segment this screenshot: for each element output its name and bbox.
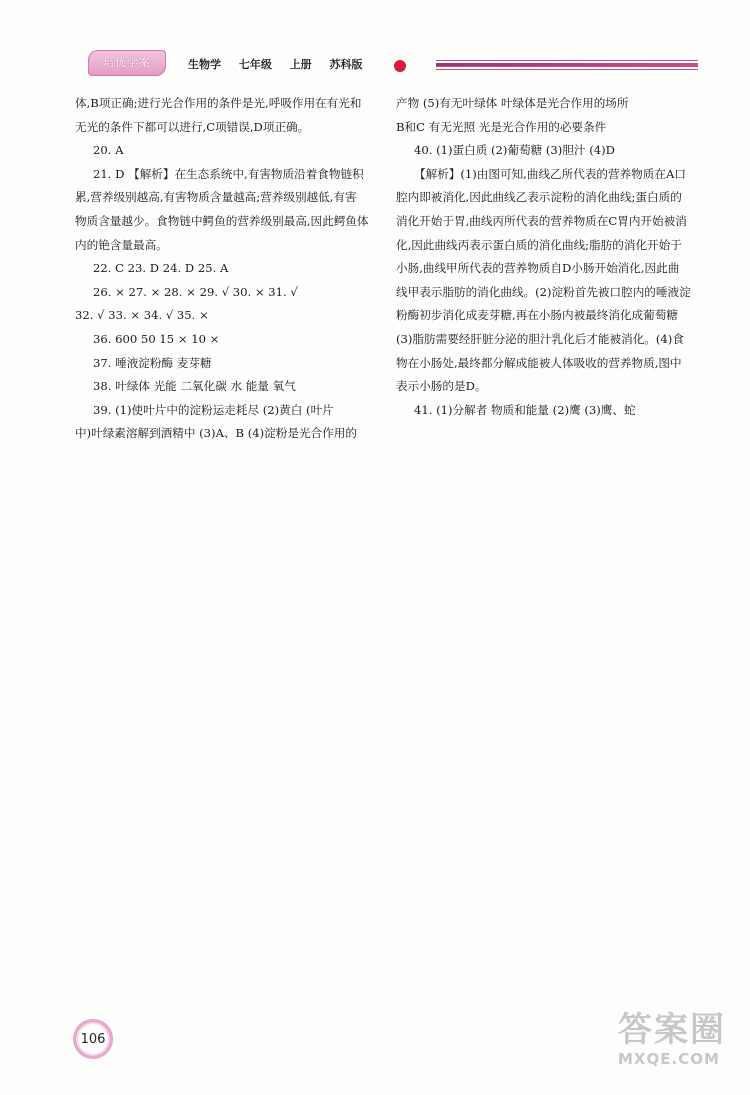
- answer-line: 38. 叶绿体 光能 二氧化碳 水 能量 氧气: [93, 379, 296, 394]
- answer-line: 中)叶绿素溶解到酒精中 (3)A、B (4)淀粉是光合作用的: [75, 426, 357, 441]
- answer-line: 40. (1)蛋白质 (2)葡萄糖 (3)胆汁 (4)D: [414, 143, 615, 158]
- watermark-url: MXQE.COM: [618, 1050, 720, 1068]
- answer-line: 消化开始于胃,曲线丙所代表的营养物质在C胃内开始被消: [396, 213, 687, 228]
- answer-line: 41. (1)分解者 物质和能量 (2)鹰 (3)鹰、蛇: [414, 402, 636, 417]
- answer-column-left: [75, 92, 377, 446]
- answer-line: 粉酶初步消化成麦芽糖,再在小肠内被最终消化成葡萄糖: [396, 308, 678, 323]
- edition-label: 苏科版: [329, 58, 363, 71]
- answer-line: 无光的条件下都可以进行,C项错误,D项正确。: [75, 119, 310, 134]
- answer-line: 36. 600 50 15 × 10 ×: [93, 331, 220, 346]
- header-rule: [436, 60, 698, 70]
- answer-line: 22. C 23. D 24. D 25. A: [93, 261, 229, 276]
- page-header: [0, 0, 750, 90]
- answer-line: 32. √ 33. × 34. √ 35. ×: [75, 308, 209, 323]
- header-dot-icon: [394, 60, 406, 72]
- answer-line: B和C 有无光照 光是光合作用的必要条件: [396, 119, 607, 134]
- page-number: [74, 1020, 112, 1058]
- page-number-label: 106: [80, 1031, 106, 1047]
- answer-line: 体,B项正确;进行光合作用的条件是光,呼吸作用在有光和: [75, 96, 362, 110]
- answer-line: 小肠,曲线甲所代表的营养物质自D小肠开始消化,因此曲: [396, 261, 680, 276]
- answer-line: 线甲表示脂肪的消化曲线。(2)淀粉首先被口腔内的唾液淀: [396, 284, 691, 299]
- answer-line: 21. D 【解析】在生态系统中,有害物质沿着食物链积: [93, 166, 364, 181]
- book-info: [188, 56, 377, 72]
- answer-line: 39. (1)使叶片中的淀粉运走耗尽 (2)黄白 (叶片: [93, 402, 334, 417]
- subject-label: 生物学: [188, 58, 221, 71]
- answer-line: 37. 唾液淀粉酶 麦芽糖: [93, 355, 212, 370]
- answer-line: 【解析】(1)由图可知,曲线乙所代表的营养物质在A口: [414, 166, 686, 181]
- watermark: [618, 1010, 746, 1090]
- brand-badge: [88, 50, 166, 76]
- watermark-logo: 答案圈: [618, 1010, 726, 1050]
- answer-line: 累,营养级别越高,有害物质含量越高;营养级别越低,有害: [75, 190, 357, 205]
- answer-line: 20. A: [93, 143, 124, 158]
- volume-label: 上册: [289, 58, 312, 71]
- answer-line: 表示小肠的是D。: [396, 379, 487, 394]
- answer-line: 内的铯含量最高。: [75, 237, 168, 252]
- answer-line: 物在小肠处,最终都分解成能被人体吸收的营养物质,图中: [396, 355, 682, 370]
- answer-line: (3)脂肪需要经肝脏分泌的胆汁乳化后才能被消化。(4)食: [396, 331, 684, 346]
- answer-line: 26. × 27. × 28. × 29. √ 30. × 31. √: [93, 284, 298, 299]
- brand-label: 培优学案: [103, 56, 151, 69]
- answer-line: 化,因此曲线丙表示蛋白质的消化曲线;脂肪的消化开始于: [396, 237, 682, 252]
- answer-line: 物质含量越少。食物链中鳄鱼的营养级别最高,因此鳄鱼体: [75, 213, 369, 228]
- grade-label: 七年级: [238, 58, 272, 71]
- answer-line: 产物 (5)有无叶绿体 叶绿体是光合作用的场所: [396, 96, 629, 110]
- answer-column-right: [396, 92, 700, 422]
- answer-line: 腔内即被消化,因此曲线乙表示淀粉的消化曲线;蛋白质的: [396, 190, 682, 205]
